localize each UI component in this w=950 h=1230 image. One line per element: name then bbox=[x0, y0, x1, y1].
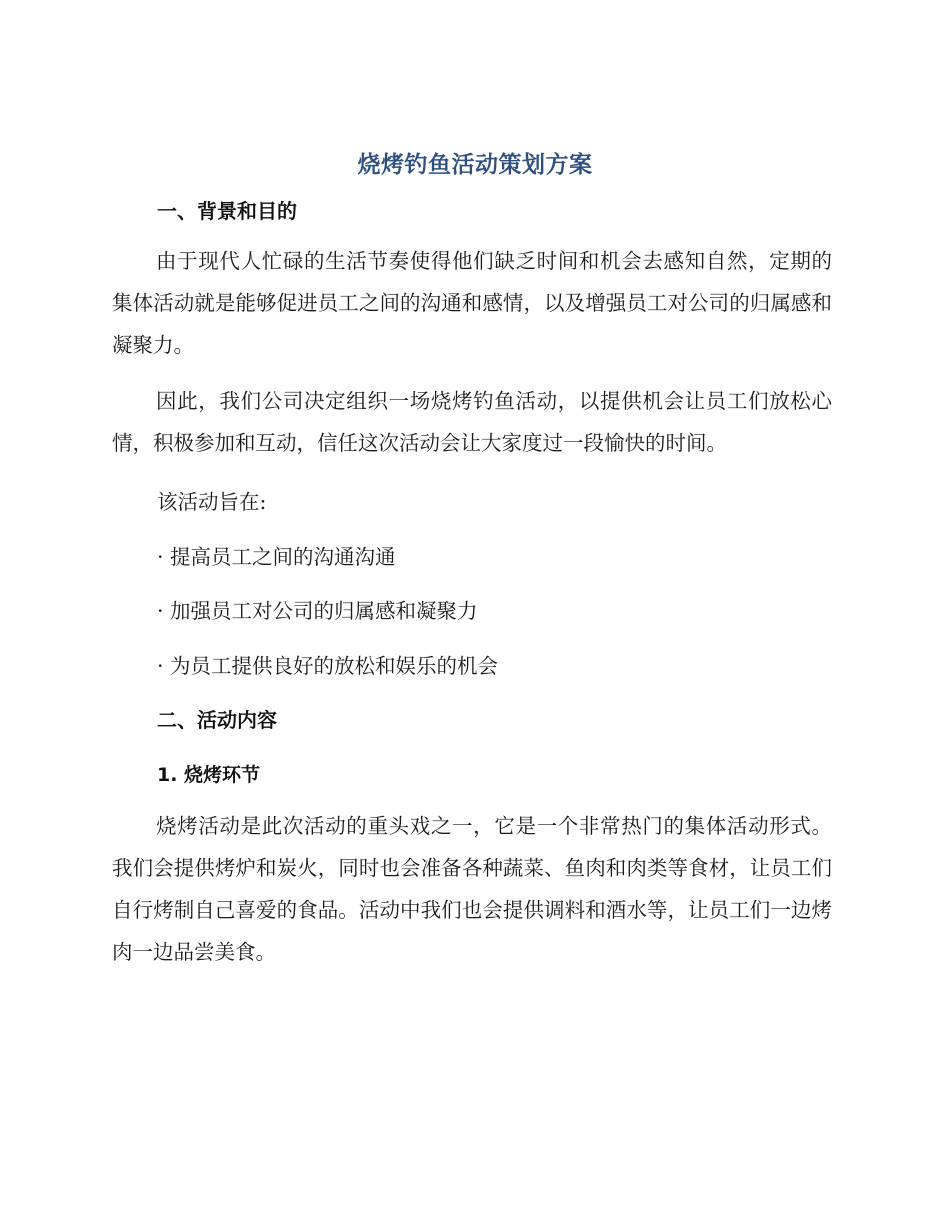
background-paragraph-1: 由于现代人忙碌的生活节奏使得他们缺乏时间和机会去感知自然，定期的集体活动就是能够促进员工之间的沟通和感情，以及增强员工对公司的归属感和凝聚力。 bbox=[112, 249, 832, 357]
section-heading-activities: 二、活动内容 bbox=[157, 708, 277, 732]
aim-list-item: · 为员工提供良好的放松和娱乐的机会 bbox=[157, 654, 499, 678]
aims-intro: 该活动旨在: bbox=[157, 490, 267, 514]
aim-list-item: · 加强员工对公司的归属感和凝聚力 bbox=[157, 599, 478, 623]
bbq-paragraph: 烧烤活动是此次活动的重头戏之一，它是一个非常热门的集体活动形式。我们会提供烤炉和炭火，同时也会准备各种蔬菜、鱼肉和肉类等食材，让员工们自行烤制自己喜爱的食品。活动中我们也会提供调料和酒水等，让员工们一边烤肉一边品尝美食。 bbox=[112, 814, 832, 964]
background-paragraph-2: 因此，我们公司决定组织一场烧烤钓鱼活动，以提供机会让员工们放松心情，积极参加和互动，信任这次活动会让大家度过一段愉快的时间。 bbox=[112, 389, 832, 455]
aim-list-item: · 提高员工之间的沟通沟通 bbox=[157, 545, 396, 569]
section-heading-background: 一、背景和目的 bbox=[157, 199, 297, 223]
document-title: 烧烤钓鱼活动策划方案 bbox=[357, 152, 593, 178]
subsection-heading-bbq: 1. 烧烤环节 bbox=[157, 764, 261, 786]
